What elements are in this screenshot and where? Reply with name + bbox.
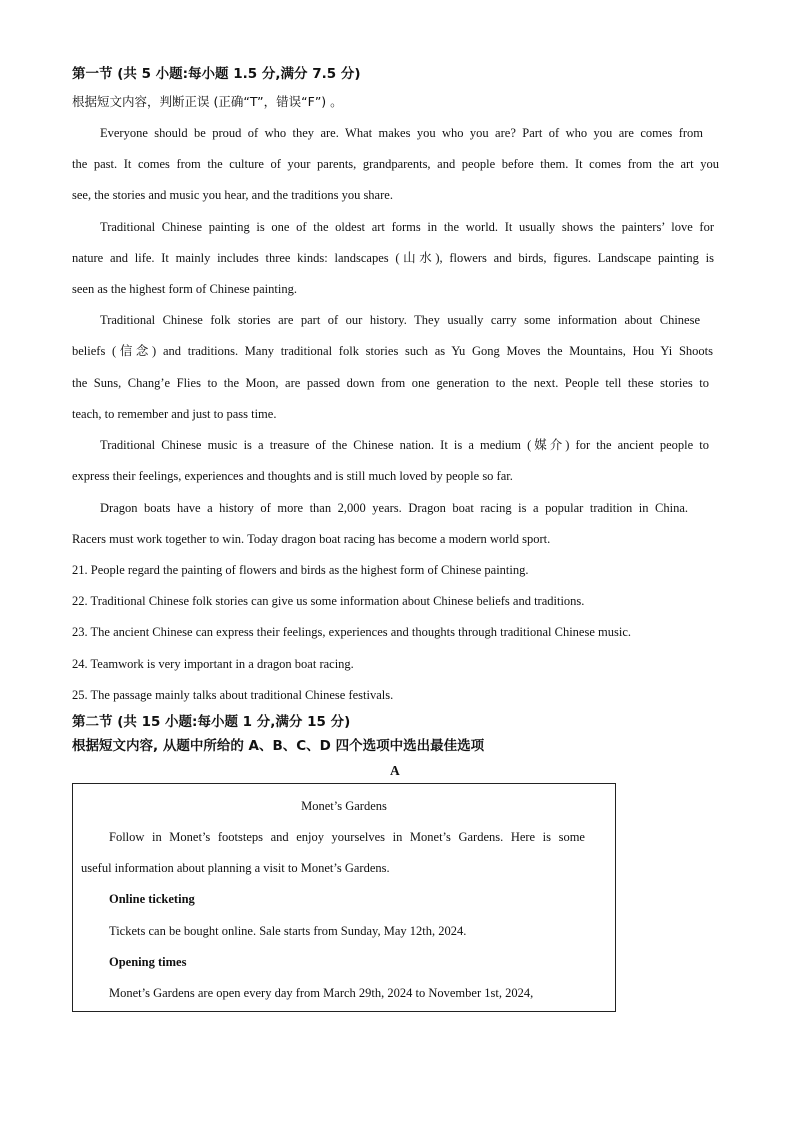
section1-title: 第一节 (共 5 小题:每小题 1.5 分,满分 7.5 分)	[72, 66, 361, 82]
section2-instruction: 根据短文内容, 从题中所给的 A、B、C、D 四个选项中选出最佳选项	[72, 738, 485, 754]
question-item: 22. Traditional Chinese folk stories can give us some information about Chinese beliefs and traditions.	[72, 594, 585, 608]
passage-line: the past. It comes from the culture of your parents, grandparents, and people before them. It comes from the art you	[72, 157, 719, 171]
passage-line: express their feelings, experiences and thoughts and is still much loved by people so far.	[72, 469, 513, 483]
box-title: Monet’s Gardens	[301, 799, 387, 813]
question-item: 23. The ancient Chinese can express their feelings, experiences and thoughts through traditional Chinese music.	[72, 625, 631, 639]
question-item: 25. The passage mainly talks about traditional Chinese festivals.	[72, 688, 394, 702]
passage-line: teach, to remember and just to pass time.	[72, 407, 277, 421]
monets-gardens-box	[72, 783, 616, 1012]
passage-line: see, the stories and music you hear, and the traditions you share.	[72, 188, 393, 202]
passage-line: Traditional Chinese folk stories are part of our history. They usually carry some information about Chinese	[100, 313, 700, 327]
hours-heading: Opening times	[109, 955, 187, 969]
box-intro-line: useful information about planning a visit to Monet’s Gardens.	[81, 861, 390, 875]
passage-line: Everyone should be proud of who they are. What makes you who you are? Part of who you are comes from	[100, 126, 703, 140]
box-intro-line: Follow in Monet’s footsteps and enjoy yourselves in Monet’s Gardens. Here is some	[109, 830, 585, 844]
question-item: 24. Teamwork is very important in a dragon boat racing.	[72, 657, 354, 671]
passage-line: Dragon boats have a history of more than 2,000 years. Dragon boat racing is a popular tradition in China.	[100, 501, 688, 515]
question-item: 21. People regard the painting of flowers and birds as the highest form of Chinese painting.	[72, 563, 529, 577]
ticket-heading: Online ticketing	[109, 892, 195, 906]
part-label: A	[390, 763, 400, 778]
passage-line: Racers must work together to win. Today dragon boat racing has become a modern world sport.	[72, 532, 551, 546]
passage-line: Traditional Chinese music is a treasure of the Chinese nation. It is a medium (媒介) for the ancient people to	[100, 438, 709, 452]
ticket-text: Tickets can be bought online. Sale starts from Sunday, May 12th, 2024.	[109, 924, 467, 938]
passage-line: beliefs (信念) and traditions. Many traditional folk stories such as Yu Gong Moves the Mountains, Hou Yi Shoots	[72, 344, 713, 358]
passage-line: the Suns, Chang’e Flies to the Moon, are passed down from one generation to the next. People tell these stories to	[72, 376, 709, 390]
hours-text: Monet’s Gardens are open every day from March 29th, 2024 to November 1st, 2024,	[109, 986, 534, 1000]
passage-line: nature and life. It mainly includes three kinds: landscapes (山水), flowers and birds, figures. Landscape painting is	[72, 251, 714, 265]
passage-line: Traditional Chinese painting is one of the oldest art forms in the world. It usually shows the painters’ love for	[100, 220, 714, 234]
section2-title: 第二节 (共 15 小题:每小题 1 分,满分 15 分)	[72, 714, 351, 730]
passage-line: seen as the highest form of Chinese painting.	[72, 282, 297, 296]
section1-instruction: 根据短文内容，判断正误 (正确“T”，错误“F”) 。	[72, 94, 343, 109]
